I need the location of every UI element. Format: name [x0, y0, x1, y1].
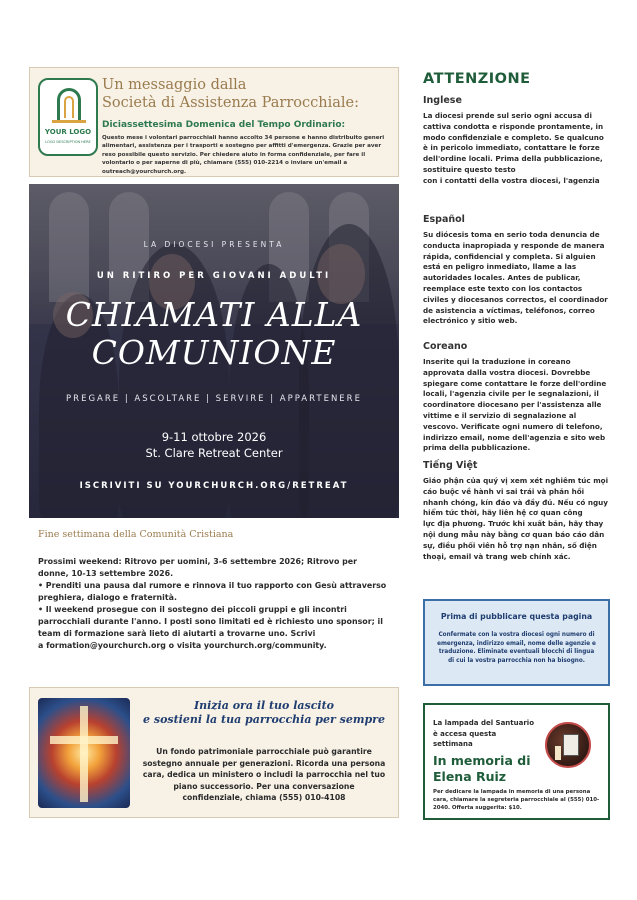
- notice-english: [423, 95, 610, 187]
- parish-logo: [38, 78, 98, 156]
- legacy-body: Un fondo patrimoniale parrocchiale può garantire sostegno annuale per generazioni. Ricorda una persona cara, dedica un ministero o includi la parrocchia nel tuo piano successorio. Per una conversazione confidenziale, chiama (555) 010-4108: [142, 747, 386, 803]
- hero-title: CHIAMATI ALLA COMUNIONE: [65, 295, 363, 372]
- stained-glass-cross-image: [38, 698, 130, 808]
- community-weekend-section: [38, 529, 388, 652]
- legacy-giving-box: [29, 687, 399, 818]
- message-title: Un messaggio dalla Società di Assistenza Parrocchiale:: [102, 77, 359, 111]
- candle-icon: [555, 746, 561, 760]
- attention-title: ATTENZIONE: [423, 71, 531, 87]
- cross-icon: [80, 706, 88, 802]
- memorial-photo: [545, 722, 591, 768]
- notice-spanish: [423, 214, 610, 327]
- notice-text: La diocesi prende sul serio ogni accusa di cattiva condotta e risponde prontamente, in modo confidenziale e completo. Se qualcuno è in pericolo immediato, contattare le forze dell'ordine locali. Prima della pubblicazione, sostituire questo testo con i contatti della vostra diocesi, l'agenzia: [423, 111, 604, 185]
- notice-vietnamese: [423, 460, 610, 562]
- notice-language-label: Tiếng Việt: [423, 460, 478, 471]
- picture-frame-icon: [563, 734, 579, 756]
- community-title: Fine settimana della Comunità Cristiana: [38, 529, 234, 540]
- before-publishing-title: Prima di pubblicare questa pagina: [440, 612, 593, 621]
- legacy-title: Inizia ora il tuo lascito e sostieni la tua parrocchia per sempre: [143, 699, 385, 726]
- message-body: Questo mese i volontari parrocchiali hanno accolto 34 persone e hanno distribuito generi alimentari, assistenza per i trasporti e sostegno per affitti d'emergenza. Grazie per aver reso possibile questo servizio. Per chiedere aiuto in forma confidenziale, per fare il volontario o per saperne di più, chiamare (555) 010-2214 o inviare un'email a outreach@yourchurch.org.: [102, 135, 385, 175]
- hero-dates: 9-11 ottobre 2026 St. Clare Retreat Center: [145, 430, 283, 460]
- before-publishing-body: Confermate con la vostra diocesi ogni numero di emergenza, indirizzo email, nome delle agenzie e traduzione. Eliminate eventuali blocchi di lingua di cui la vostra parrocchia non ha bisogno.: [437, 632, 596, 664]
- memorial-body: Per dedicare la lampada in memoria di una persona cara, chiamare la segreteria parrocchiale al (555) 010-2040. Offerta suggerita: $10.: [433, 789, 600, 811]
- notice-korean: [423, 341, 610, 454]
- retreat-hero-banner[interactable]: [29, 184, 399, 518]
- notice-text: Su diócesis toma en serio toda denuncia de conducta inapropiada y responde de manera rápida, confidencial y completa. Si alguien está en peligro inmediato, llame a las autoridades locales. Antes de publicar, reemplace este texto con los contactos civiles y diocesanos correctos, el coordinador de asistencia a víctimas, teléfonos, correo electrónico y sitio web.: [423, 230, 608, 326]
- hero-pillars: PREGARE | ASCOLTARE | SERVIRE | APPARTENERE: [66, 394, 362, 404]
- hero-presents: LA DIOCESI PRESENTA: [143, 240, 285, 249]
- notice-language-label: Coreano: [423, 341, 468, 352]
- hero-register-link[interactable]: ISCRIVITI SU YOURCHURCH.ORG/RETREAT: [79, 481, 349, 491]
- hero-retreat-label: UN RITIRO PER GIOVANI ADULTI: [96, 271, 332, 281]
- notice-text: Giáo phận của quý vị xem xét nghiêm túc mọi cáo buộc về hành vi sai trái và phản hồi nhanh chóng, kín đáo và đầy đủ. Nếu có nguy hiểm tức thời, hãy liên hệ cơ quan công lực địa phương. Trước khi xuất bản, hãy thay nội dung mẫu này bằng cơ quan báo cáo dân sự, điều phối viên hỗ trợ nạn nhân, số điện thoại, email và trang web chính xác.: [423, 476, 609, 561]
- before-publishing-box: [423, 599, 610, 686]
- lamp-notice: La lampada del Santuario è accesa questa settimana: [433, 719, 535, 748]
- logo-text: YOUR LOGO: [44, 128, 92, 136]
- memorial-name: In memoria di Elena Ruiz: [433, 753, 531, 784]
- sanctuary-lamp-memorial: [423, 703, 610, 820]
- notice-language-label: Español: [423, 214, 465, 225]
- notice-language-label: Inglese: [423, 95, 462, 106]
- parish-message-box: [29, 67, 399, 177]
- community-body: Prossimi weekend: Ritrovo per uomini, 3-6 settembre 2026; Ritrovo per donne, 10-13 settembre 2026. • Prenditi una pausa dal rumore e rinnova il tuo rapporto con Gesù attraverso preghiera, dialogo e fraternità. • Il weekend prosegue con il sostegno dei piccoli gruppi e gli incontri parrocchiali durante l'anno. I posti sono limitati ed è richiesto uno sponsor; il team di formazione sarà lieto di aiutarti a trovarne uno. Scrivi a formation@yourchurch.org o visita yourchurch.org/community.: [38, 557, 387, 650]
- logo-subtext: LOGO DESCRIPTION HERE: [45, 140, 91, 144]
- notice-text: Inserite qui la traduzione in coreano approvata dalla vostra diocesi. Dovrebbe spiegare come contattare le forze dell'ordine locali, l'agenzia civile per le segnalazioni, il coordinatore diocesano per l'assistenza alle vittime e il servizio di segnalazione al vescovo. Verificate ogni numero di telefono, indirizzo email, nome dell'agenzia e sito web prima della pubblicazione.: [423, 357, 607, 453]
- message-subtitle: Diciassettesima Domenica del Tempo Ordinario:: [102, 120, 346, 130]
